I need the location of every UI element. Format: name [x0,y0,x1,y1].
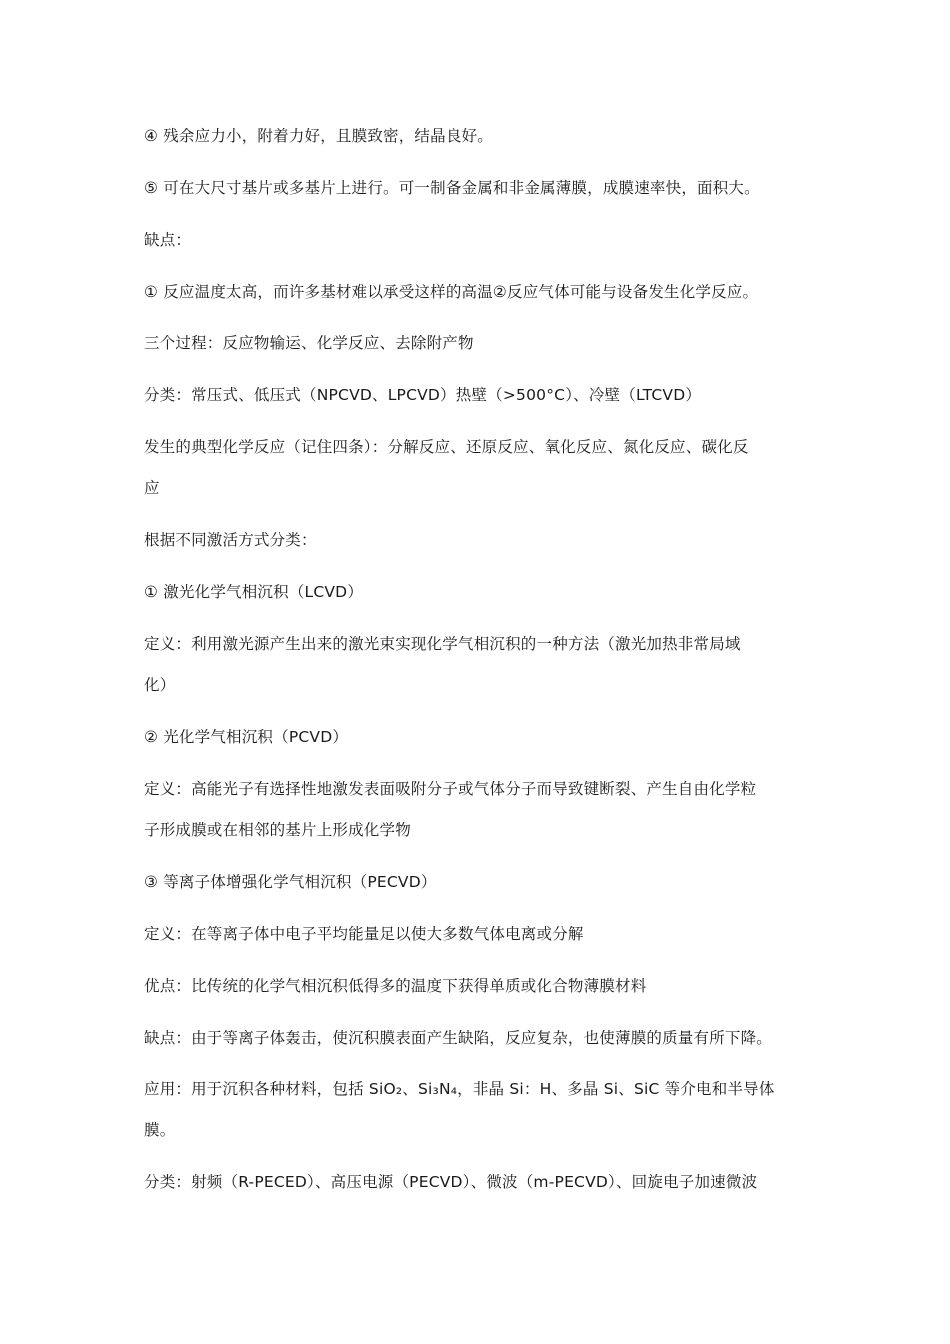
text-line: ② 光化学气相沉积（PCVD） [144,728,349,746]
text-line: 子形成膜或在相邻的基片上形成化学物 [144,821,411,839]
text-line: 分类：常压式、低压式（NPCVD、LPCVD）热壁（>500°C）、冷壁（LTCVD） [144,386,702,404]
text-line: 应 [144,479,160,497]
text-line: 发生的典型化学反应（记住四条）：分解反应、还原反应、氧化反应、氮化反应、碳化反 [144,438,749,456]
text-line: 缺点：由于等离子体轰击，使沉积膜表面产生缺陷，反应复杂，也使薄膜的质量有所下降。 [144,1029,773,1047]
text-line: 缺点： [144,231,192,249]
text-line: 分类：射频（R-PECED）、高压电源（PECVD）、微波（m-PECVD）、回旋电子加速微波 [144,1173,758,1191]
text-line: 定义：在等离子体中电子平均能量足以使大多数气体电离或分解 [144,925,584,943]
text-line: ③ 等离子体增强化学气相沉积（PECVD） [144,873,437,891]
text-line: 化） [144,676,176,694]
text-line: 根据不同激活方式分类： [144,531,317,549]
text-line: 应用：用于沉积各种材料，包括 SiO₂、Si₃N₄，非晶 Si：H、多晶 Si、SiC 等介电和半导体 [144,1080,775,1098]
text-line: 膜。 [144,1121,176,1139]
text-line: ⑤ 可在大尺寸基片或多基片上进行。可一制备金属和非金属薄膜，成膜速率快，面积大。 [144,179,760,197]
text-line: ① 反应温度太高，而许多基材难以承受这样的高温②反应气体可能与设备发生化学反应。 [144,283,759,301]
text-line: ④ 残余应力小，附着力好，且膜致密，结晶良好。 [144,127,493,145]
text-line: 定义：高能光子有选择性地激发表面吸附分子或气体分子而导致键断裂、产生自由化学粒 [144,780,757,798]
text-line: 三个过程：反应物输运、化学反应、去除附产物 [144,334,474,352]
text-line: 优点：比传统的化学气相沉积低得多的温度下获得单质或化合物薄膜材料 [144,977,647,995]
text-line: 定义：利用激光源产生出来的激光束实现化学气相沉积的一种方法（激光加热非常局域 [144,635,741,653]
text-line: ① 激光化学气相沉积（LCVD） [144,583,364,601]
